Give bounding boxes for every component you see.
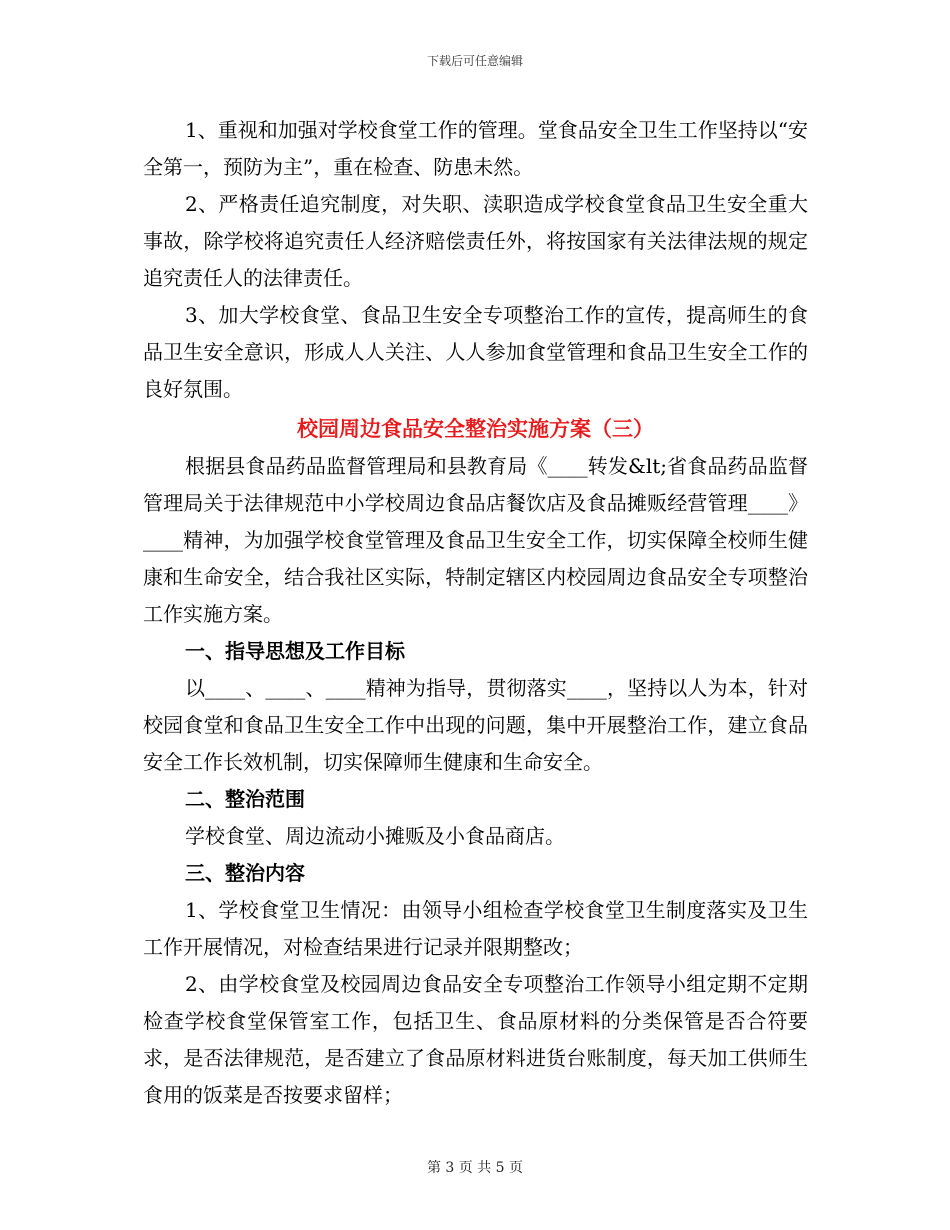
- list-item: 1、学校食堂卫生情况：由领导小组检查学校食堂卫生制度落实及卫生工作开展情况，对检查结果进行记录并限期整改；: [143, 898, 808, 959]
- intro-paragraph: 根据县食品药品监督管理局和县教育局《____转发&lt;省食品药品监督管理局关于法律规范中小学校周边食品店餐饮店及食品摊贩经营管理____》____精神，为加强学校食堂管理及食品卫生安全工作，切实保障全校师生健康和生命安全，结合我社区实际，特制定辖区内校园周边食品安全专项整治工作实施方案。: [143, 454, 808, 626]
- section-heading: 三、整治内容: [185, 861, 305, 885]
- paragraph: 1、重视和加强对学校食堂工作的管理。堂食品安全卫生工作坚持以“安全第一，预防为主”，重在检查、防患未然。: [143, 118, 808, 179]
- section-heading: 二、整治范围: [185, 787, 305, 811]
- section-title: 校园周边食品安全整治实施方案（三）: [297, 416, 654, 441]
- page-header: 下载后可任意编辑: [426, 54, 523, 68]
- list-item: 2、由学校食堂及校园周边食品安全专项整治工作领导小组定期不定期检查学校食堂保管室工作，包括卫生、食品原材料的分类保管是否合符要求，是否法律规范，是否建立了食品原材料进货台账制度，每天加工供师生食用的饭菜是否按要求留样；: [143, 972, 808, 1107]
- section-heading: 一、指导思想及工作目标: [185, 639, 405, 663]
- document-body: [143, 112, 808, 1114]
- paragraph: 学校食堂、周边流动小摊贩及小食品商店。: [185, 824, 565, 848]
- page-number: 第 3 页 共 5 页: [426, 1160, 524, 1176]
- paragraph: 2、严格责任追究制度，对失职、渎职造成学校食堂食品卫生安全重大事故，除学校将追究责任人经济赔偿责任外，将按国家有关法律法规的规定追究责任人的法律责任。: [143, 192, 808, 290]
- paragraph: 3、加大学校食堂、食品卫生安全专项整治工作的宣传，提高师生的食品卫生安全意识，形成人人关注、人人参加食堂管理和食品卫生安全工作的良好氛围。: [143, 303, 808, 401]
- paragraph: 以____、____、____精神为指导，贯彻落实____，坚持以人为本，针对校园食堂和食品卫生安全工作中出现的问题，集中开展整治工作，建立食品安全工作长效机制，切实保障师生健康和生命安全。: [143, 676, 808, 774]
